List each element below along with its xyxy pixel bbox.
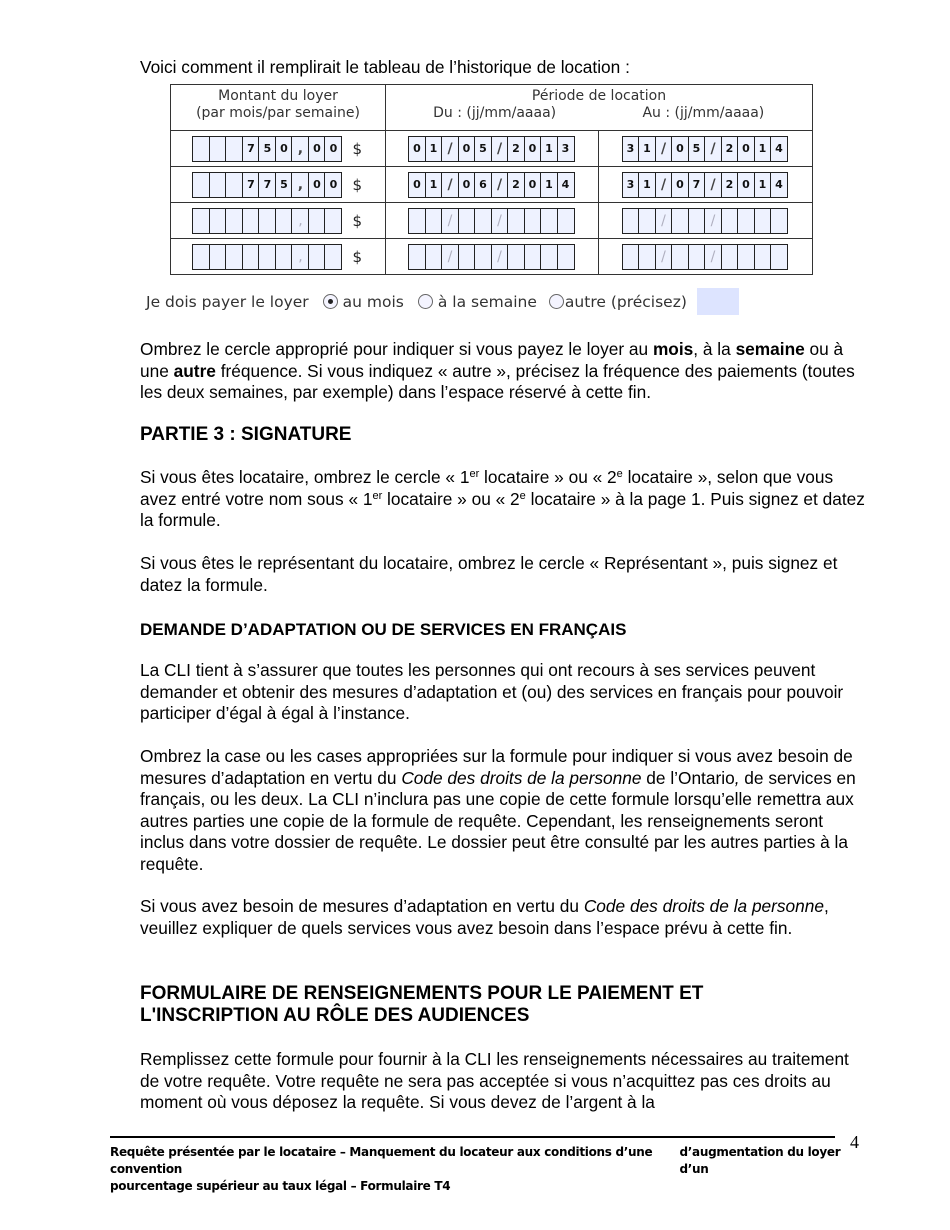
payment-frequency-line bbox=[146, 288, 739, 315]
from-date-char-box[interactable]: 2 bbox=[507, 172, 525, 198]
from-date-char-box[interactable] bbox=[458, 208, 476, 234]
footer-title bbox=[110, 1144, 858, 1195]
amount-char-box[interactable]: 0 bbox=[308, 136, 326, 162]
to-date-char-box[interactable] bbox=[671, 208, 689, 234]
to-header: Au : (jj/mm/aaaa) bbox=[642, 105, 765, 121]
amount-char-box[interactable] bbox=[192, 208, 210, 234]
amount-char-box[interactable]: 0 bbox=[275, 136, 293, 162]
p6-text-a: Si vous avez besoin de mesures d’adaptation en vertu du bbox=[140, 896, 584, 916]
to-date-char-box[interactable]: 0 bbox=[737, 136, 755, 162]
from-date-char-box[interactable]: 4 bbox=[557, 172, 575, 198]
p2-sup2: e bbox=[616, 468, 623, 480]
from-date-char-box[interactable]: 0 bbox=[458, 136, 476, 162]
paragraph-payment-info: Remplissez cette formule pour fournir à la CLI les renseignements nécessaires au traitement de votre requête. Votre requête ne sera pas acceptée si vous n’acquittez pas ces droits au moment où vous déposez la requête. Si vous devez de l’argent à la bbox=[140, 1049, 849, 1112]
amount-char-box[interactable] bbox=[275, 244, 293, 270]
from-date-char-box[interactable]: 1 bbox=[540, 172, 558, 198]
to-date-char-box[interactable] bbox=[721, 244, 739, 270]
radio-month[interactable] bbox=[323, 294, 338, 309]
amount-char-box[interactable] bbox=[324, 244, 342, 270]
amount-char-box[interactable]: 0 bbox=[324, 136, 342, 162]
amount-char-box[interactable]: 7 bbox=[242, 172, 260, 198]
p1-text-c: , à la bbox=[693, 339, 736, 359]
table-row bbox=[171, 239, 813, 275]
to-date-char-box[interactable]: 2 bbox=[721, 172, 739, 198]
to-date-char-box[interactable]: 1 bbox=[638, 172, 656, 198]
heading-payment-form-line1: FORMULAIRE DE RENSEIGNEMENTS POUR LE PAIEMENT ET bbox=[140, 983, 704, 1004]
from-date-char-box[interactable] bbox=[524, 244, 542, 270]
amount-char-box[interactable]: , bbox=[291, 172, 309, 198]
to-date-char-box[interactable] bbox=[688, 244, 706, 270]
to-date-char-box[interactable]: / bbox=[704, 244, 722, 270]
to-date-char-box[interactable] bbox=[622, 208, 640, 234]
from-date-cell bbox=[386, 203, 599, 239]
from-date-char-box[interactable]: 1 bbox=[540, 136, 558, 162]
amount-char-box[interactable]: 0 bbox=[324, 172, 342, 198]
currency-symbol: $ bbox=[352, 175, 363, 194]
p1-bold-semaine: semaine bbox=[735, 339, 805, 359]
to-date-char-box[interactable]: 0 bbox=[737, 172, 755, 198]
page-number: 4 bbox=[850, 1132, 859, 1152]
amount-char-box[interactable]: 5 bbox=[258, 136, 276, 162]
to-date-cell bbox=[599, 131, 813, 167]
from-date-char-box[interactable] bbox=[474, 244, 492, 270]
amount-char-box[interactable] bbox=[209, 136, 227, 162]
from-date-char-box[interactable] bbox=[507, 244, 525, 270]
heading-accommodation: DEMANDE D’ADAPTATION OU DE SERVICES EN FRANÇAIS bbox=[140, 620, 627, 639]
amount-char-box[interactable]: 7 bbox=[258, 172, 276, 198]
amount-cell bbox=[171, 239, 386, 275]
amount-char-box[interactable] bbox=[225, 136, 243, 162]
heading-payment-form bbox=[140, 983, 703, 1027]
intro-text: Voici comment il remplirait le tableau de l’historique de location : bbox=[140, 57, 630, 77]
period-header bbox=[386, 85, 813, 131]
footer-rule bbox=[110, 1136, 835, 1138]
amount-char-box[interactable] bbox=[209, 172, 227, 198]
from-date-char-box[interactable]: / bbox=[441, 136, 459, 162]
amount-char-box[interactable]: , bbox=[291, 136, 309, 162]
amount-char-box[interactable] bbox=[258, 244, 276, 270]
to-date-char-box[interactable] bbox=[770, 244, 788, 270]
footer-line1 bbox=[110, 1144, 858, 1178]
to-date-cell bbox=[599, 239, 813, 275]
p2-sup1: er bbox=[469, 468, 480, 480]
amount-char-box[interactable] bbox=[225, 244, 243, 270]
p1-text-a: Ombrez le cercle approprié pour indiquer si vous payez le loyer au bbox=[140, 339, 653, 359]
to-date-char-box[interactable] bbox=[754, 208, 772, 234]
from-date-cell bbox=[386, 239, 599, 275]
from-date-char-box[interactable]: 0 bbox=[408, 136, 426, 162]
paragraph-representative: Si vous êtes le représentant du locataire, ombrez le cercle « Représentant », puis signez et datez la formule. bbox=[140, 553, 838, 595]
from-date-char-box[interactable]: 1 bbox=[425, 136, 443, 162]
from-header: Du : (jj/mm/aaaa) bbox=[433, 105, 557, 121]
amount-char-box[interactable] bbox=[192, 172, 210, 198]
to-date-char-box[interactable]: 3 bbox=[622, 136, 640, 162]
p2-sup4: e bbox=[519, 489, 526, 502]
p2-sup3: er bbox=[372, 489, 383, 502]
from-date-char-box[interactable]: / bbox=[441, 172, 459, 198]
amount-char-box[interactable] bbox=[242, 244, 260, 270]
to-date-char-box[interactable] bbox=[754, 244, 772, 270]
to-date-char-box[interactable] bbox=[638, 208, 656, 234]
radio-week-label: à la semaine bbox=[437, 292, 537, 311]
from-date-char-box[interactable] bbox=[557, 244, 575, 270]
from-date-char-box[interactable] bbox=[425, 244, 443, 270]
to-date-char-box[interactable]: / bbox=[704, 208, 722, 234]
heading-payment-form-line2: L'INSCRIPTION AU RÔLE DES AUDIENCES bbox=[140, 1005, 530, 1026]
from-date-char-box[interactable]: 0 bbox=[458, 172, 476, 198]
p5-italic-comma: , bbox=[734, 767, 740, 788]
to-date-char-box[interactable]: / bbox=[704, 172, 722, 198]
amount-cell bbox=[171, 131, 386, 167]
radio-week[interactable] bbox=[418, 294, 433, 309]
rental-history-table bbox=[170, 84, 813, 275]
amount-char-box[interactable] bbox=[308, 208, 326, 234]
amount-char-box[interactable] bbox=[242, 208, 260, 234]
from-date-char-box[interactable]: 0 bbox=[408, 172, 426, 198]
to-date-cell bbox=[599, 167, 813, 203]
to-date-char-box[interactable]: 5 bbox=[688, 136, 706, 162]
from-date-cell bbox=[386, 167, 599, 203]
pay-label: Je dois payer le loyer bbox=[146, 292, 309, 311]
amount-header-line1: Montant du loyer bbox=[218, 88, 338, 104]
to-date-char-box[interactable]: 7 bbox=[688, 172, 706, 198]
to-date-char-box[interactable]: 0 bbox=[671, 136, 689, 162]
to-date-char-box[interactable]: 4 bbox=[770, 172, 788, 198]
from-date-char-box[interactable]: / bbox=[491, 136, 509, 162]
from-date-char-box[interactable] bbox=[524, 208, 542, 234]
p5-text-e: de services en français, ou les deux. La CLI n’inclura pas une copie de cette formule lorsqu’elle remettra aux autres parties une copie de la formule de requête. Cependant, les renseignements seront inclus dans votre dossier de requête. Le dossier peut être consulté par les autres parties à la requête. bbox=[140, 767, 856, 874]
radio-other[interactable] bbox=[549, 294, 564, 309]
from-date-char-box[interactable]: 2 bbox=[507, 136, 525, 162]
footer-line2: pourcentage supérieur au taux légal – Formulaire T4 bbox=[110, 1179, 451, 1193]
p6-italic-code: Code des droits de la personne bbox=[583, 896, 825, 916]
paragraph-tenant-signature bbox=[140, 467, 870, 532]
paragraph-accommodation-boxes bbox=[140, 746, 870, 875]
period-header-title: Période de location bbox=[531, 88, 667, 104]
from-date-char-box[interactable]: 3 bbox=[557, 136, 575, 162]
from-date-char-box[interactable]: / bbox=[491, 244, 509, 270]
amount-char-box[interactable]: 7 bbox=[242, 136, 260, 162]
amount-char-box[interactable] bbox=[209, 244, 227, 270]
footer-line1b: d’augmentation du loyer d’un bbox=[679, 1145, 841, 1176]
p1-bold-mois: mois bbox=[652, 339, 694, 359]
to-date-char-box[interactable] bbox=[737, 208, 755, 234]
from-date-char-box[interactable]: / bbox=[441, 244, 459, 270]
to-date-char-box[interactable]: 1 bbox=[754, 136, 772, 162]
p5-text-c: de l’Ontario bbox=[641, 767, 735, 788]
heading-part3: PARTIE 3 : SIGNATURE bbox=[140, 424, 352, 445]
radio-month-label: au mois bbox=[342, 292, 404, 311]
amount-cell bbox=[171, 203, 386, 239]
from-date-char-box[interactable]: 0 bbox=[524, 172, 542, 198]
amount-char-box[interactable]: 5 bbox=[275, 172, 293, 198]
to-date-char-box[interactable]: / bbox=[655, 172, 673, 198]
paragraph-frequency bbox=[140, 339, 870, 404]
table-row bbox=[171, 167, 813, 203]
p6-text-c: , veuillez expliquer de quels services vous avez besoin dans l’espace prévu à cette fin. bbox=[140, 896, 829, 938]
from-date-char-box[interactable] bbox=[408, 208, 426, 234]
table-header-row bbox=[171, 85, 813, 131]
from-date-char-box[interactable] bbox=[540, 244, 558, 270]
footer-line1a: Requête présentée par le locataire – Manquement du locateur aux conditions d’une convention bbox=[110, 1145, 653, 1176]
from-date-char-box[interactable] bbox=[540, 208, 558, 234]
from-date-char-box[interactable] bbox=[425, 208, 443, 234]
amount-char-box[interactable] bbox=[209, 208, 227, 234]
to-date-char-box[interactable]: / bbox=[655, 136, 673, 162]
amount-header bbox=[171, 85, 386, 131]
amount-char-box[interactable]: , bbox=[291, 208, 309, 234]
from-date-char-box[interactable]: 1 bbox=[425, 172, 443, 198]
table-row bbox=[171, 203, 813, 239]
p1-bold-autre: autre bbox=[173, 360, 216, 381]
to-date-char-box[interactable]: / bbox=[655, 208, 673, 234]
to-date-char-box[interactable]: 4 bbox=[770, 136, 788, 162]
p5-italic-code: Code des droits de la personne bbox=[401, 767, 642, 788]
amount-cell bbox=[171, 167, 386, 203]
from-date-char-box[interactable]: / bbox=[441, 208, 459, 234]
amount-char-box[interactable] bbox=[275, 208, 293, 234]
currency-symbol: $ bbox=[352, 247, 363, 266]
amount-char-box[interactable] bbox=[225, 208, 243, 234]
p2-text-e: locataire » à la page 1. Puis signez et datez la formule. bbox=[140, 488, 865, 530]
to-date-char-box[interactable] bbox=[688, 208, 706, 234]
paragraph-accommodation-explain bbox=[140, 896, 870, 939]
to-date-char-box[interactable]: 0 bbox=[671, 172, 689, 198]
to-date-char-box[interactable]: / bbox=[655, 244, 673, 270]
p1-text-g: fréquence. Si vous indiquez « autre », précisez la fréquence des paiements (toutes les deux semaines, par exemple) dans l’espace réservé à cette fin. bbox=[140, 360, 855, 402]
to-date-char-box[interactable]: / bbox=[704, 136, 722, 162]
to-date-char-box[interactable]: 2 bbox=[721, 136, 739, 162]
from-date-char-box[interactable]: / bbox=[491, 172, 509, 198]
from-date-char-box[interactable] bbox=[557, 208, 575, 234]
to-date-char-box[interactable] bbox=[638, 244, 656, 270]
from-date-char-box[interactable]: 6 bbox=[474, 172, 492, 198]
amount-char-box[interactable] bbox=[192, 136, 210, 162]
amount-char-box[interactable]: , bbox=[291, 244, 309, 270]
from-date-char-box[interactable] bbox=[507, 208, 525, 234]
amount-char-box[interactable]: 0 bbox=[308, 172, 326, 198]
to-date-cell bbox=[599, 203, 813, 239]
table-row bbox=[171, 131, 813, 167]
amount-char-box[interactable] bbox=[225, 172, 243, 198]
p2-text-b: locataire » ou « 2 bbox=[479, 467, 617, 487]
to-date-char-box[interactable]: 1 bbox=[754, 172, 772, 198]
from-date-char-box[interactable]: 0 bbox=[524, 136, 542, 162]
p2-text-c: locataire », selon que vous avez entré votre nom sous « 1 bbox=[140, 467, 834, 509]
from-date-char-box[interactable] bbox=[408, 244, 426, 270]
currency-symbol: $ bbox=[352, 139, 363, 158]
amount-char-box[interactable] bbox=[258, 208, 276, 234]
p1-text-e: ou à une bbox=[140, 339, 844, 381]
from-date-char-box[interactable] bbox=[458, 244, 476, 270]
p5-text-a: Ombrez la case ou les cases appropriées sur la formule pour indiquer si vous avez besoin de mesures d’adaptation en vertu du bbox=[140, 746, 853, 788]
paragraph-cli-services: La CLI tient à s’assurer que toutes les personnes qui ont recours à ses services peuvent demander et obtenir des mesures d’adaptation et (ou) des services en français pour pouvoir participer d’égal à égal à l’instance. bbox=[140, 660, 844, 723]
amount-header-line2: (par mois/par semaine) bbox=[196, 105, 360, 121]
currency-symbol: $ bbox=[352, 211, 363, 230]
p2-text-d: locataire » ou « 2 bbox=[382, 488, 520, 509]
radio-other-label: autre (précisez) bbox=[564, 292, 687, 311]
to-date-char-box[interactable] bbox=[721, 208, 739, 234]
p2-text-a: Si vous êtes locataire, ombrez le cercle « 1 bbox=[140, 467, 470, 487]
to-date-char-box[interactable] bbox=[671, 244, 689, 270]
amount-char-box[interactable] bbox=[192, 244, 210, 270]
from-date-char-box[interactable] bbox=[474, 208, 492, 234]
to-date-char-box[interactable]: 3 bbox=[622, 172, 640, 198]
to-date-char-box[interactable] bbox=[737, 244, 755, 270]
other-frequency-field[interactable] bbox=[697, 288, 739, 315]
to-date-char-box[interactable]: 1 bbox=[638, 136, 656, 162]
from-date-char-box[interactable]: / bbox=[491, 208, 509, 234]
amount-char-box[interactable] bbox=[308, 244, 326, 270]
from-date-cell bbox=[386, 131, 599, 167]
amount-char-box[interactable] bbox=[324, 208, 342, 234]
to-date-char-box[interactable] bbox=[622, 244, 640, 270]
to-date-char-box[interactable] bbox=[770, 208, 788, 234]
from-date-char-box[interactable]: 5 bbox=[474, 136, 492, 162]
